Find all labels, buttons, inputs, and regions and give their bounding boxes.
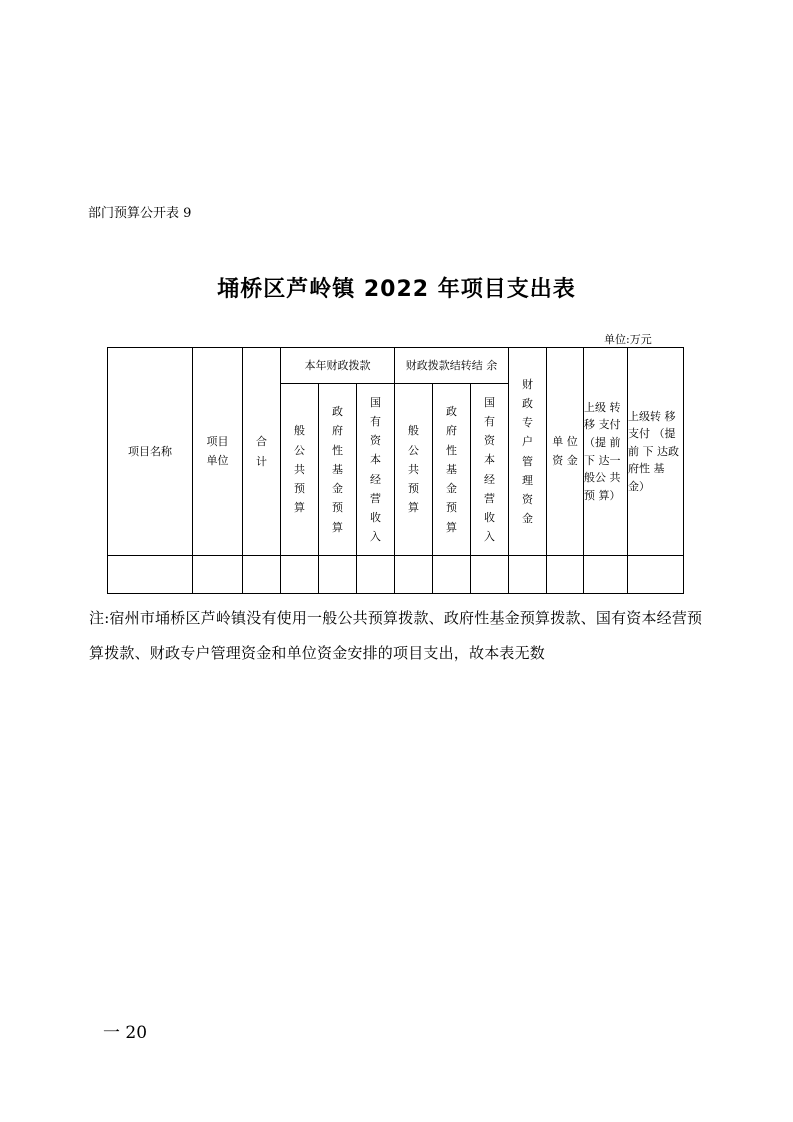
table-cell (281, 556, 319, 594)
table-tag: 部门预算公开表 9 (88, 206, 192, 221)
project-expenditure-table (107, 347, 684, 594)
table-cell (193, 556, 243, 594)
table-cell (243, 556, 281, 594)
table-cell (319, 556, 357, 594)
unit-label: 单位:万元 (604, 333, 652, 346)
table-cell (547, 556, 584, 594)
header-special-account-funds: 财政专户管理资金 (509, 348, 547, 556)
subheader-general-budget: 般公共预算 (281, 384, 319, 556)
header-unit-funds: 单 位 资 金 (547, 348, 584, 556)
table-header-row (108, 348, 684, 384)
subheader-carryover-state-capital-income: 国有资本经营收入 (471, 384, 509, 556)
subheader-gov-fund-budget: 政府性基金预算 (319, 384, 357, 556)
header-total: 合计 (243, 348, 281, 556)
subheader-state-capital-income: 国有资本经营收入 (357, 384, 395, 556)
table-cell (108, 556, 193, 594)
header-current-year-allocation: 本年财政拨款 (281, 348, 395, 384)
table-cell (395, 556, 433, 594)
header-transfer-general-budget: 上级 转 移 支付 （提 前 下 达一 般公 共 预 算） (584, 348, 628, 556)
table-note: 注:宿州市埇桥区芦岭镇没有使用一般公共预算拨款、政府性基金预算拨款、国有资本经营预算拨款、财政专户管理资金和单位资金安排的项目支出，故本表无数 (89, 609, 703, 662)
table-cell (584, 556, 628, 594)
table-cell (357, 556, 395, 594)
table-cell (471, 556, 509, 594)
page-title: 埇桥区芦岭镇 2022 年项目支出表 (217, 277, 576, 302)
subheader-carryover-gov-fund-budget: 政府性基金预算 (433, 384, 471, 556)
table-cell (509, 556, 547, 594)
header-transfer-gov-fund: 上级转 移 支付 （提前 下 达政 府性 基 金） (628, 348, 684, 556)
table-row (108, 556, 684, 594)
table-cell (628, 556, 684, 594)
header-project-name: 项目名称 (108, 348, 193, 556)
header-carryover-allocation: 财政拨款结转结 余 (395, 348, 509, 384)
page-number: 一 20 (103, 1023, 148, 1043)
header-project-unit: 项目 单位 (193, 348, 243, 556)
subheader-carryover-general-budget: 般公共预算 (395, 384, 433, 556)
table-cell (433, 556, 471, 594)
